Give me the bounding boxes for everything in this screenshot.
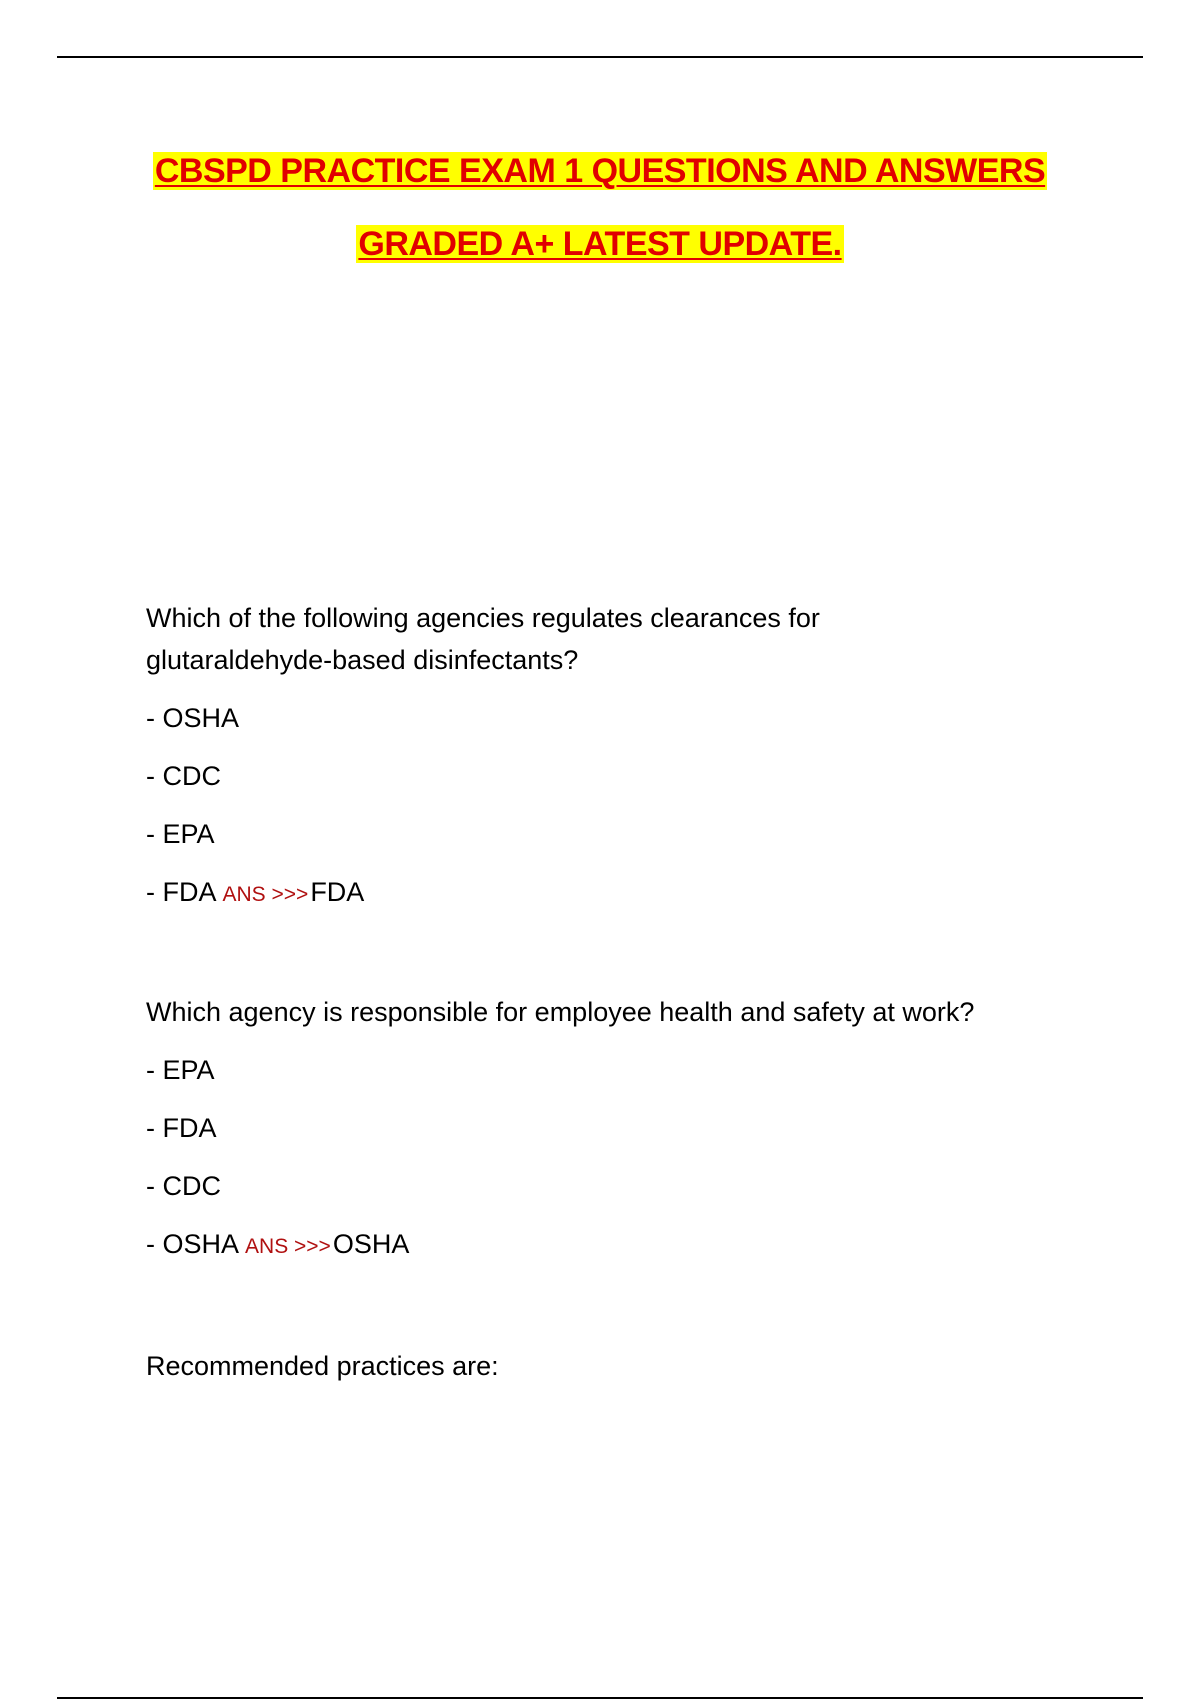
question-text (146, 1345, 1106, 1387)
question-line: glutaraldehyde-based disinfectants? (146, 645, 579, 675)
top-rule (57, 56, 1143, 58)
option-item: - EPA (146, 1055, 215, 1085)
question-line: Which of the following agencies regulates clearances for (146, 603, 820, 633)
option-item: - FDA (146, 1113, 217, 1143)
title-line-1 (0, 145, 1200, 218)
option-item: - CDC (146, 1171, 221, 1201)
title-line-2 (0, 218, 1200, 291)
document-title (0, 145, 1200, 291)
option-text: - OSHA (146, 1229, 240, 1259)
question-block-1 (146, 597, 1106, 929)
question-block-3 (146, 1345, 1106, 1403)
option-item: - EPA (146, 819, 215, 849)
title-text-1: CBSPD PRACTICE EXAM 1 QUESTIONS AND ANSWERS (154, 152, 1046, 190)
answer-tag: ANS >>> (245, 1235, 331, 1258)
answer-tag: ANS >>> (222, 883, 309, 906)
option-item-with-answer (146, 1223, 1106, 1265)
option-text: - FDA (146, 877, 217, 907)
question-block-2 (146, 991, 1106, 1281)
title-text-2: GRADED A+ LATEST UPDATE. (358, 225, 842, 263)
question-text (146, 991, 1106, 1033)
option-item-with-answer (146, 871, 1106, 913)
option-item: - OSHA (146, 703, 240, 733)
answer-text: FDA (310, 877, 365, 907)
bottom-rule (57, 1697, 1143, 1699)
question-line: Recommended practices are: (146, 1351, 499, 1381)
option-item: - CDC (146, 761, 221, 791)
question-line: Which agency is responsible for employee health and safety at work? (146, 997, 975, 1027)
question-text (146, 597, 1106, 681)
answer-text: OSHA (332, 1229, 410, 1259)
